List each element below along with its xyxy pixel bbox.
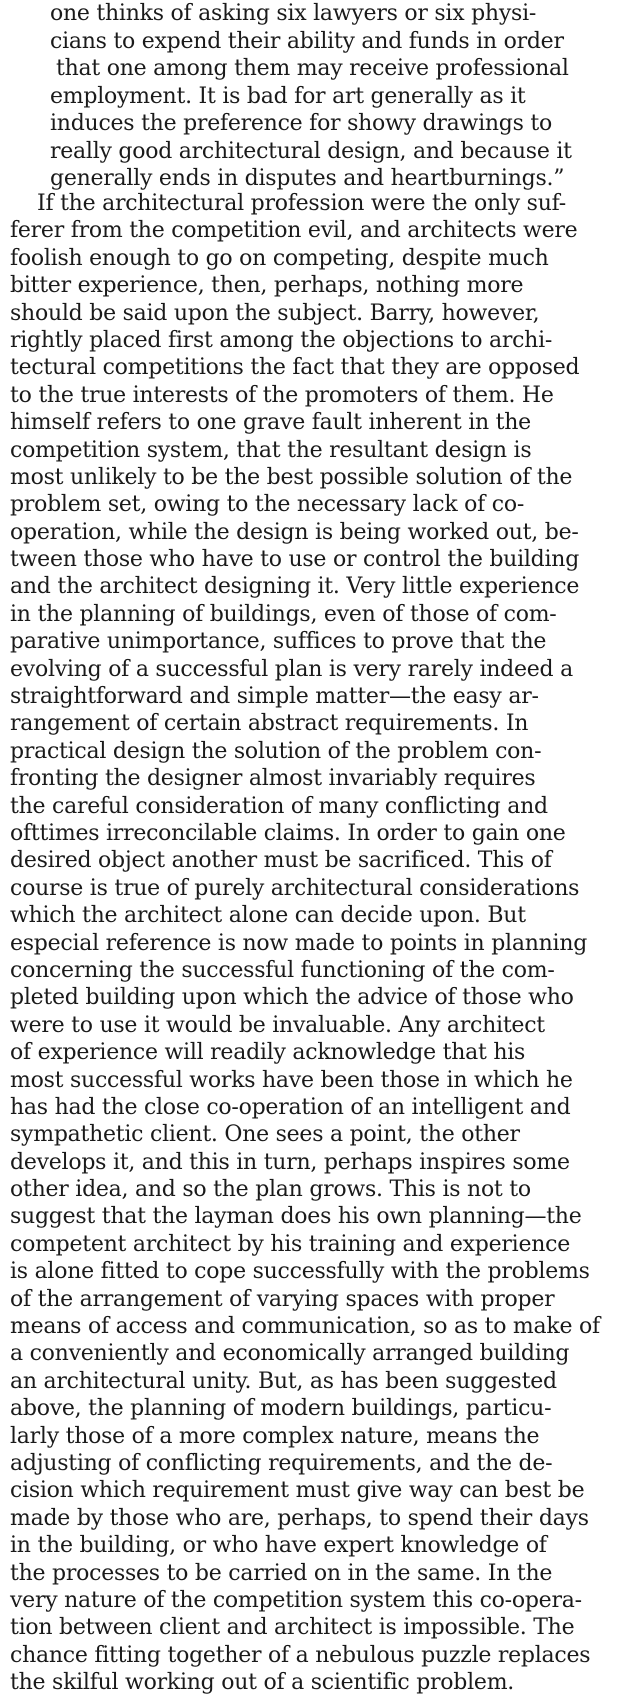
paragraph-line: most successful works have been those in which he bbox=[10, 1067, 573, 1093]
paragraph-line: of the arrangement of varying spaces with proper bbox=[10, 1286, 555, 1312]
paragraph-line: the careful consideration of many conflicting and bbox=[10, 793, 548, 819]
paragraph-line: operation, while the design is being worked out, be- bbox=[10, 519, 579, 545]
paragraph-line: most unlikely to be the best possible solution of the bbox=[10, 464, 573, 490]
paragraph-line: develops it, and this in turn, perhaps inspires some bbox=[10, 1149, 570, 1175]
paragraph-line: in the planning of buildings, even of those of com- bbox=[10, 601, 557, 627]
paragraph-line: If the architectural profession were the only suf- bbox=[37, 191, 566, 216]
paragraph-line: tectural competitions the fact that they are opposed bbox=[10, 355, 580, 381]
paragraph-line: larly those of a more complex nature, means the bbox=[10, 1423, 540, 1449]
paragraph-line: which the architect alone can decide upon. But bbox=[10, 903, 526, 929]
paragraph-line: foolish enough to go on competing, despite much bbox=[10, 245, 549, 271]
paragraph-line: bitter experience, then, perhaps, nothing more bbox=[10, 273, 524, 299]
paragraph-line: parative unimportance, suffices to prove that the bbox=[10, 629, 547, 655]
quote-line: generally ends in disputes and heartburnings.” bbox=[50, 166, 565, 191]
quote-line: one thinks of asking six lawyers or six physi- bbox=[50, 1, 537, 26]
paragraph-line: himself refers to one grave fault inherent in the bbox=[10, 410, 531, 436]
paragraph-line: tween those who have to use or control the building bbox=[10, 547, 580, 573]
paragraph-line: of experience will readily acknowledge that his bbox=[10, 1040, 526, 1066]
paragraph-line: fronting the designer almost invariably requires bbox=[10, 766, 536, 792]
quotation-block bbox=[50, 0, 618, 193]
paragraph-line: has had the close co-operation of an intelligent and bbox=[10, 1094, 571, 1120]
paragraph-line: should be said upon the subject. Barry, however, bbox=[10, 300, 540, 326]
paragraph-line: were to use it would be invaluable. Any architect bbox=[10, 1012, 545, 1038]
paragraph-line: other idea, and so the plan grows. This is not to bbox=[10, 1177, 531, 1203]
paragraph-line: made by those who are, perhaps, to spend their days bbox=[10, 1505, 589, 1531]
quote-line: cians to expend their ability and funds in order bbox=[50, 28, 564, 54]
paragraph-line: to the true interests of the promoters of them. He bbox=[10, 382, 554, 408]
quote-line: employment. It is bad for art generally as it bbox=[50, 83, 526, 109]
paragraph-line: chance fitting together of a nebulous puzzle replaces bbox=[10, 1642, 591, 1668]
paragraph-line: rightly placed first among the objections to archi- bbox=[10, 327, 553, 353]
paragraph-line: means of access and communication, so as to make of bbox=[10, 1314, 600, 1340]
paragraph-line: competent architect by his training and experience bbox=[10, 1231, 570, 1257]
paragraph-line: in the building, or who have expert knowledge of bbox=[10, 1533, 547, 1559]
paragraph-line: sympathetic client. One sees a point, the other bbox=[10, 1122, 520, 1148]
paragraph-line: practical design the solution of the problem con- bbox=[10, 738, 542, 764]
paragraph-line: cision which requirement must give way can best be bbox=[10, 1478, 585, 1504]
paragraph-line: competition system, that the resultant design is bbox=[10, 437, 532, 463]
paragraph-line: adjusting of conflicting requirements, and the de- bbox=[10, 1450, 553, 1476]
paragraph-line: ferer from the competition evil, and architects were bbox=[10, 218, 578, 244]
paragraph-line: especial reference is now made to points in planning bbox=[10, 930, 588, 956]
paragraph-line: the processes to be carried on in the same. In the bbox=[10, 1560, 553, 1586]
paragraph-line: straightforward and simple matter—the easy ar- bbox=[10, 684, 539, 710]
body-paragraph bbox=[10, 190, 620, 1696]
paragraph-line: is alone fitted to cope successfully with the problems bbox=[10, 1259, 590, 1285]
paragraph-line: a conveniently and economically arranged building bbox=[10, 1341, 570, 1367]
paragraph-line: very nature of the competition system this co-opera- bbox=[10, 1587, 582, 1613]
paragraph-line: ofttimes irreconcilable claims. In order to gain one bbox=[10, 820, 566, 846]
quote-line: really good architectural design, and because it bbox=[50, 138, 572, 164]
paragraph-line: problem set, owing to the necessary lack of co- bbox=[10, 492, 525, 518]
paragraph-line: pleted building upon which the advice of those who bbox=[10, 985, 574, 1011]
paragraph-line: above, the planning of modern buildings, particu- bbox=[10, 1396, 552, 1422]
quote-line: that one among them may receive professional bbox=[56, 56, 569, 81]
paragraph-line: evolving of a successful plan is very rarely indeed a bbox=[10, 656, 573, 682]
paragraph-line: tion between client and architect is impossible. The bbox=[10, 1615, 575, 1641]
paragraph-line: an architectural unity. But, as has been suggested bbox=[10, 1368, 557, 1394]
paragraph-line: course is true of purely architectural considerations bbox=[10, 875, 580, 901]
paragraph-line: rangement of certain abstract requirements. In bbox=[10, 711, 529, 737]
paragraph-line: and the architect designing it. Very little experience bbox=[10, 574, 580, 600]
quote-line: induces the preference for showy drawings to bbox=[50, 111, 552, 136]
paragraph-line: desired object another must be sacrificed. This of bbox=[10, 848, 552, 874]
paragraph-line: concerning the successful functioning of the com- bbox=[10, 957, 555, 983]
paragraph-line: the skilful working out of a scientific problem. bbox=[10, 1670, 515, 1696]
paragraph-line: suggest that the layman does his own planning—the bbox=[10, 1204, 582, 1230]
